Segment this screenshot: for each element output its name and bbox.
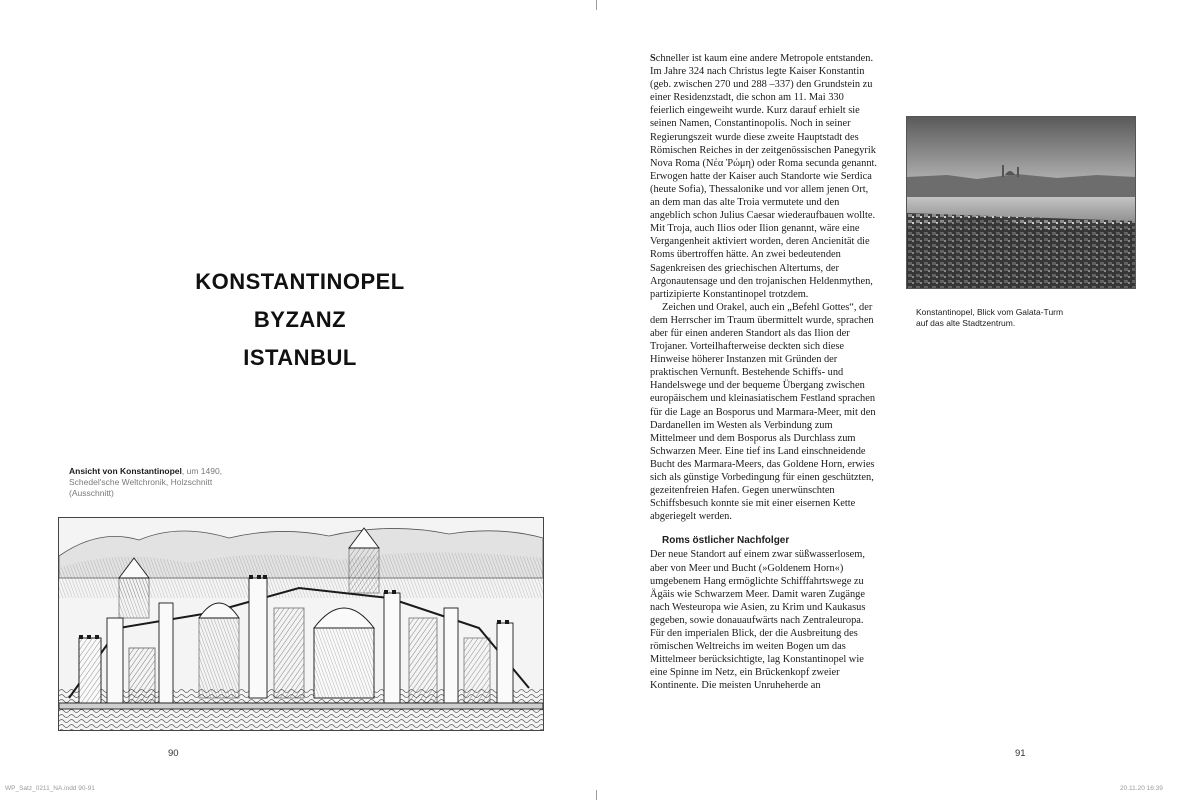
woodcut-caption-date: , um 1490, [181,466,223,476]
woodcut-caption [69,466,279,499]
body-paragraph: Zeichen und Orakel, auch ein „Befehl Gottes“, der dem Herrscher im Traum übermittelt wurde, sprachen aber für einen anderen Standort als das Ilion der Trojaner. Vorteilhafterweise deckten sich diese Hinweise höherer Instanzen mit Gründen der praktischen Vernunft. Bestehende Schiffs- und Handelswege und der bequeme Übergang zwischen europäischem und kleinasiatischem Festland sprachen für die Lage an Bosporus und Marmara-Meer, mit den Dardanellen im Westen als Verbindung zum Mittelmeer und dem Bosporus als Durchlass zum Schwarzen Meer. Eine tief ins Land einschneidende Bucht des Marmara-Meers, das Goldene Horn, erwies sich als günstige Vorbedingung für einen geschützten, gezeitenfreien Hafen. Gegen unerwünschten Schiffsbesuch konnte sie mit einer eisernen Kette abgeriegelt werden. [650,301,876,523]
date-slug: 20.11.20 16:39 [1120,785,1163,792]
photo-caption-line: auf das alte Stadtzentrum. [916,318,1016,328]
page-number: 91 [1015,748,1026,759]
initial-letter: S [650,53,656,64]
body-paragraph [650,52,878,301]
crop-mark-top [596,0,597,10]
body-text-column [650,52,878,693]
woodcut-caption-title: Ansicht von Konstantinopel [69,466,182,476]
file-slug: WP_Satz_0211_NA.indd 90-91 [5,785,95,792]
woodcut-caption-note: (Ausschnitt) [69,488,114,498]
photo-caption [916,307,1136,329]
woodcut-caption-source: Schedel'sche Weltchronik, Holzschnitt [69,477,213,487]
left-page [0,0,596,800]
woodcut-illustration [58,517,544,731]
galata-photo [906,116,1136,289]
crop-mark-bottom [596,790,597,800]
chapter-title [150,263,450,377]
title-line-istanbul: ISTANBUL [243,345,357,370]
body-paragraph: Der neue Standort auf einem zwar süßwasserlosem, aber von Meer und Bucht (»Goldenem Horn«) umgebenem Hang ermöglichte Schifffahrtswege zu Ägäis wie Schwarzem Meer. Damit waren Zugänge nach Westeuropa wie Asien, zu Krim und Kaukasus gegeben, sowie donauaufwärts nach Zentraleuropa. Für den imperialen Blick, der die Ausbreitung des römischen Weltreichs im weiten Bogen um das Mittelmeer berücksichtigte, lag Konstantinopel wie eine Spinne im Netz, ein Brückenkopf zweier Kontinente. Die meisten Unruheherde an [650,549,866,692]
title-line-konstantinopel: KONSTANTINOPEL [195,269,405,294]
paragraph-text: chneller ist kaum eine andere Metropole entstanden. Im Jahre 324 nach Christus legte Kaiser Konstantin (geb. zwischen 270 und 288 –337) den Grundstein zu einer Residenzstadt, die schon am 11. Mai 330 feierlich eingeweiht wurde. Kurz darauf erhielt sie seinen Namen, Constantinopolis. Noch in seiner Regierungszeit wurde diese zweite Hauptstadt des Römischen Reiches in der zeitgenössischen Panegyrik Nova Roma (Νέα Ῥώμη) oder Roma secunda genannt. Erwogen hatte der Kaiser auch Standorte wie Serdica (heute Sofia), Thessalonike und vor allem jenen Ort, an dem man das alte Troia vermutete und den angeblich schon Julius Caesar wiederaufbauen wollte. Mit Troja, auch Ilios oder Ilion genannt, wäre eine Vergangenheit aktiviert worden, deren Ancienität die Roms übertroffen hätte. An zwei bedeutenden Sagenkreisen des griechischen Altertums, der Argonautensage und den trojanischen Heldenmythen, partizipierte Konstantinopel trotzdem. [650,53,878,300]
section-subheading: Roms östlicher Nachfolger [662,535,790,547]
title-line-byzanz: BYZANZ [253,307,347,332]
page-number: 90 [168,748,179,759]
photo-caption-line: Konstantinopel, Blick vom Galata-Turm [916,307,1064,317]
